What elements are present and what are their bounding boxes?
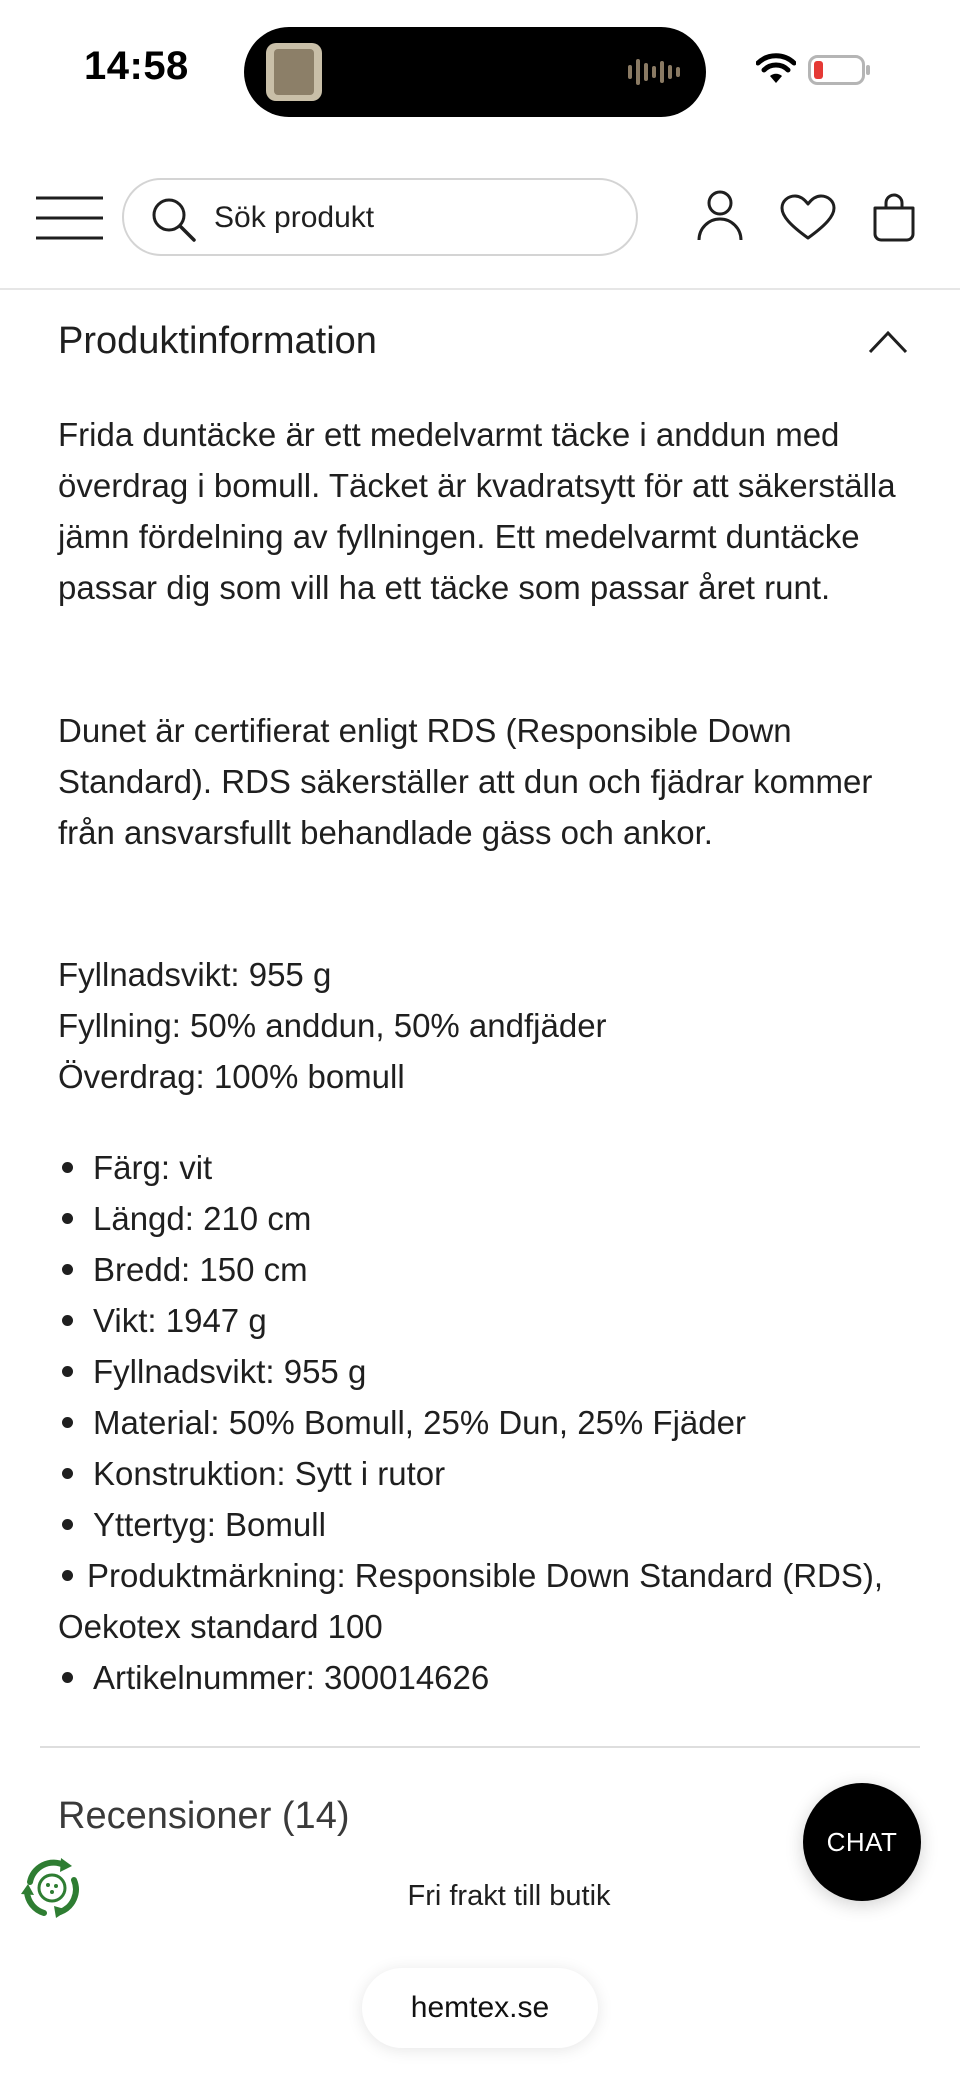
- product-attributes-list: [58, 1142, 908, 1703]
- heart-icon[interactable]: [780, 194, 836, 242]
- browser-url-bar[interactable]: hemtex.se: [362, 1968, 598, 2048]
- section-title[interactable]: Produktinformation: [58, 320, 377, 362]
- list-item: Längd: 210 cm: [58, 1193, 908, 1244]
- wifi-icon: [756, 53, 796, 85]
- list-item: Bredd: 150 cm: [58, 1244, 908, 1295]
- list-item: Konstruktion: Sytt i rutor: [58, 1448, 908, 1499]
- promo-text: Fri frakt till butik: [407, 1880, 611, 1912]
- menu-icon[interactable]: [36, 196, 103, 240]
- list-item: Yttertyg: Bomull: [58, 1499, 908, 1550]
- eco-recycle-icon[interactable]: [16, 1852, 88, 1924]
- list-item: Artikelnummer: 300014626: [58, 1652, 908, 1703]
- list-item: Produktmärkning: Responsible Down Standard (RDS), Oekotex standard 100: [58, 1557, 884, 1645]
- list-item: Material: 50% Bomull, 25% Dun, 25% Fjäder: [58, 1397, 908, 1448]
- battery-icon: [808, 55, 872, 85]
- list-item: Fyllnadsvikt: 955 g: [58, 1346, 908, 1397]
- description-paragraph: Frida duntäcke är ett medelvarmt täcke i anddun med överdrag i bomull. Täcket är kvadratsytt för att säkerställa jämn fördelning av fyllningen. Ett medelvarmt duntäcke passar dig som vill ha ett täcke som passar året runt.: [58, 416, 896, 606]
- list-item: Vikt: 1947 g: [58, 1295, 908, 1346]
- audio-waveform-icon: [626, 57, 682, 87]
- search-bar[interactable]: [122, 178, 638, 256]
- reviews-section-title[interactable]: Recensioner (14): [58, 1795, 350, 1837]
- spec-block: [58, 949, 607, 1102]
- spec-line: Överdrag: 100% bomull: [58, 1058, 405, 1095]
- chat-button[interactable]: CHAT: [803, 1783, 921, 1901]
- now-playing-artwork: [266, 43, 322, 101]
- header-divider: [0, 288, 960, 290]
- spec-line: Fyllning: 50% anddun, 50% andfjäder: [58, 1007, 607, 1044]
- spec-line: Fyllnadsvikt: 955 g: [58, 956, 332, 993]
- certification-paragraph: Dunet är certifierat enligt RDS (Responsible Down Standard). RDS säkerställer att dun och fjädrar kommer från ansvarsfullt behandlade gäss och ankor.: [58, 712, 873, 851]
- shopping-bag-icon[interactable]: [872, 192, 916, 242]
- dynamic-island[interactable]: [244, 27, 706, 117]
- search-input[interactable]: Sök produkt: [214, 201, 375, 234]
- list-item: Färg: vit: [58, 1142, 908, 1193]
- user-icon[interactable]: [696, 190, 744, 242]
- chevron-up-icon[interactable]: [868, 328, 908, 356]
- section-divider: [40, 1746, 920, 1748]
- search-icon[interactable]: [150, 196, 196, 242]
- status-time: 14:58: [84, 44, 189, 88]
